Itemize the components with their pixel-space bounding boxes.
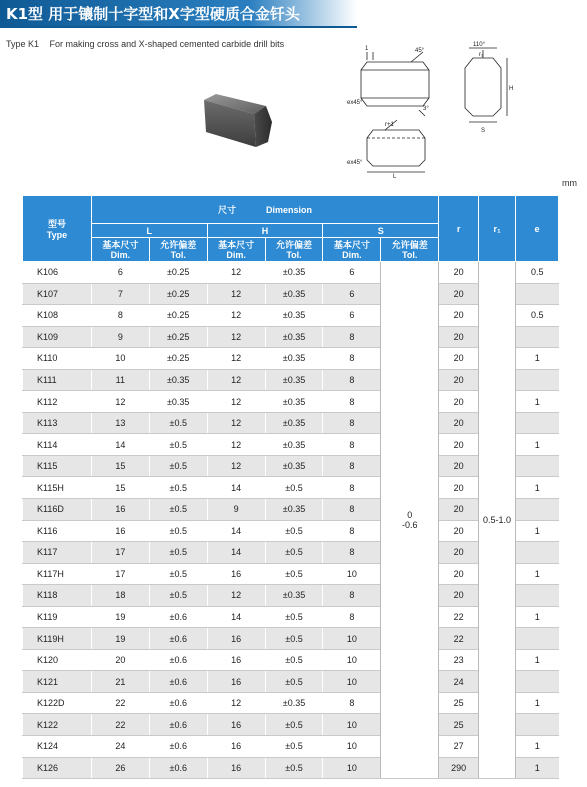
cell-H-dim: 14 [207, 606, 265, 628]
cell-H-tol: ±0.5 [265, 477, 323, 499]
cell-e [516, 585, 559, 607]
cell-H-dim: 12 [207, 262, 265, 284]
cell-e: 1 [516, 692, 559, 714]
table-row [23, 649, 559, 671]
cell-e: 0.5 [516, 305, 559, 327]
title-bar [0, 0, 357, 28]
cell-r: 23 [439, 649, 479, 671]
table-row [23, 412, 559, 434]
cell-L-dim: 21 [91, 671, 149, 693]
cell-type: K126 [23, 757, 92, 779]
cell-H-tol: ±0.5 [265, 563, 323, 585]
cell-S-dim: 8 [323, 369, 381, 391]
cell-type: K116 [23, 520, 92, 542]
cell-r: 20 [439, 348, 479, 370]
subtitle [6, 39, 284, 49]
sub-tol: 允许偏差 Tol. [381, 238, 439, 262]
cell-S-dim: 8 [323, 520, 381, 542]
cell-H-dim: 16 [207, 757, 265, 779]
cell-H-dim: 9 [207, 499, 265, 521]
cell-r: 20 [439, 542, 479, 564]
cell-L-tol: ±0.5 [149, 542, 207, 564]
cell-type: K107 [23, 283, 92, 305]
table-row [23, 262, 559, 284]
cell-S-dim: 8 [323, 455, 381, 477]
cell-L-tol: ±0.6 [149, 649, 207, 671]
cell-r: 22 [439, 628, 479, 650]
cell-S-dim: 10 [323, 736, 381, 758]
cell-type: K117 [23, 542, 92, 564]
drawing-label-1: 1 [365, 46, 369, 52]
cell-S-dim: 8 [323, 606, 381, 628]
cell-S-dim: 6 [323, 262, 381, 284]
page-title: K1型 用于镶制十字型和X字型硬质合金钎头 [6, 5, 300, 23]
cell-L-dim: 24 [91, 736, 149, 758]
spec-table [22, 195, 559, 779]
cell-L-dim: 17 [91, 542, 149, 564]
cell-L-dim: 16 [91, 499, 149, 521]
cell-r: 20 [439, 434, 479, 456]
cell-type: K114 [23, 434, 92, 456]
drawing-label-r1-sub: r₁ [479, 52, 484, 58]
cell-H-tol: ±0.35 [265, 391, 323, 413]
cell-L-tol: ±0.25 [149, 326, 207, 348]
table-row [23, 585, 559, 607]
cell-r: 27 [439, 736, 479, 758]
cell-H-dim: 16 [207, 671, 265, 693]
group-L: L [91, 224, 207, 238]
cell-H-tol: ±0.35 [265, 455, 323, 477]
cell-e: 0.5 [516, 262, 559, 284]
cell-type: K115H [23, 477, 92, 499]
table-row [23, 736, 559, 758]
cell-S-dim: 6 [323, 305, 381, 327]
cell-H-tol: ±0.35 [265, 283, 323, 305]
cell-e: 1 [516, 434, 559, 456]
sub-tol: 允许偏差 Tol. [149, 238, 207, 262]
cell-H-tol: ±0.5 [265, 520, 323, 542]
cell-L-dim: 22 [91, 692, 149, 714]
cell-H-dim: 12 [207, 434, 265, 456]
cell-L-dim: 16 [91, 520, 149, 542]
cell-r: 20 [439, 563, 479, 585]
cell-H-tol: ±0.5 [265, 736, 323, 758]
drawing-label-L: L [393, 174, 397, 180]
cell-S-dim: 6 [323, 283, 381, 305]
cell-type: K117H [23, 563, 92, 585]
cell-H-tol: ±0.35 [265, 369, 323, 391]
cell-e: 1 [516, 649, 559, 671]
table-row [23, 326, 559, 348]
cell-S-dim: 10 [323, 671, 381, 693]
cell-r: 290 [439, 757, 479, 779]
cell-r: 20 [439, 369, 479, 391]
cell-H-tol: ±0.35 [265, 692, 323, 714]
sub-dim: 基本尺寸 Dim. [207, 238, 265, 262]
cell-S-dim: 8 [323, 434, 381, 456]
cell-r: 25 [439, 692, 479, 714]
group-S: S [323, 224, 439, 238]
table-row [23, 563, 559, 585]
cell-r: 20 [439, 477, 479, 499]
sub-dim: 基本尺寸 Dim. [91, 238, 149, 262]
cell-S-dim: 8 [323, 692, 381, 714]
cell-S-tol: 0 -0.6 [381, 262, 439, 779]
description: For making cross and X-shaped cemented carbide drill bits [49, 39, 285, 49]
cell-L-tol: ±0.25 [149, 283, 207, 305]
cell-H-dim: 12 [207, 326, 265, 348]
cell-e: 1 [516, 606, 559, 628]
cell-L-tol: ±0.25 [149, 348, 207, 370]
cell-H-tol: ±0.5 [265, 628, 323, 650]
cell-type: K110 [23, 348, 92, 370]
cell-L-dim: 12 [91, 391, 149, 413]
cell-S-dim: 10 [323, 563, 381, 585]
cell-L-tol: ±0.35 [149, 391, 207, 413]
table-row [23, 348, 559, 370]
cell-H-dim: 12 [207, 391, 265, 413]
cell-r: 20 [439, 262, 479, 284]
cell-type: K124 [23, 736, 92, 758]
cell-type: K119H [23, 628, 92, 650]
cell-e: 1 [516, 736, 559, 758]
type-label: Type K1 [6, 39, 40, 49]
cell-r: 20 [439, 391, 479, 413]
cell-S-dim: 10 [323, 628, 381, 650]
cell-e [516, 499, 559, 521]
cell-S-dim: 8 [323, 585, 381, 607]
cell-type: K108 [23, 305, 92, 327]
cell-H-dim: 12 [207, 369, 265, 391]
table-row [23, 692, 559, 714]
cell-S-dim: 8 [323, 412, 381, 434]
cell-H-dim: 12 [207, 348, 265, 370]
cell-S-dim: 10 [323, 714, 381, 736]
cell-L-tol: ±0.5 [149, 563, 207, 585]
cell-H-dim: 12 [207, 283, 265, 305]
cell-L-tol: ±0.6 [149, 736, 207, 758]
cell-H-dim: 12 [207, 692, 265, 714]
cell-type: K111 [23, 369, 92, 391]
cell-type: K118 [23, 585, 92, 607]
r1-header: r₁ [479, 196, 516, 262]
cell-type: K121 [23, 671, 92, 693]
cell-L-tol: ±0.6 [149, 606, 207, 628]
cell-L-dim: 17 [91, 563, 149, 585]
drawing-label-S: S [481, 128, 486, 134]
r-header: r [439, 196, 479, 262]
cell-L-tol: ±0.6 [149, 671, 207, 693]
cell-H-dim: 14 [207, 477, 265, 499]
cell-type: K113 [23, 412, 92, 434]
drawing-label-3deg: 3° [423, 106, 429, 112]
table-row [23, 671, 559, 693]
cell-type: K112 [23, 391, 92, 413]
table-row [23, 499, 559, 521]
cell-H-tol: ±0.35 [265, 305, 323, 327]
cell-L-dim: 11 [91, 369, 149, 391]
cell-H-tol: ±0.35 [265, 412, 323, 434]
cell-e [516, 455, 559, 477]
table-row [23, 369, 559, 391]
cell-e [516, 671, 559, 693]
cell-L-dim: 9 [91, 326, 149, 348]
cell-H-dim: 16 [207, 628, 265, 650]
cell-L-dim: 20 [91, 649, 149, 671]
cell-H-dim: 16 [207, 563, 265, 585]
cell-H-dim: 16 [207, 714, 265, 736]
drawing-label-110: 110° [473, 42, 485, 48]
cell-r: 20 [439, 283, 479, 305]
cell-type: K122 [23, 714, 92, 736]
cell-H-dim: 12 [207, 585, 265, 607]
cell-L-dim: 7 [91, 283, 149, 305]
cell-S-dim: 10 [323, 757, 381, 779]
cell-L-dim: 8 [91, 305, 149, 327]
type-header: 型号 Type [23, 196, 92, 262]
cell-type: K116D [23, 499, 92, 521]
cell-e [516, 283, 559, 305]
cell-type: K106 [23, 262, 92, 284]
cell-e [516, 628, 559, 650]
cell-H-tol: ±0.35 [265, 262, 323, 284]
cell-L-dim: 18 [91, 585, 149, 607]
table-row [23, 606, 559, 628]
unit-label: mm [562, 178, 577, 188]
cell-S-dim: 8 [323, 499, 381, 521]
cell-L-dim: 19 [91, 606, 149, 628]
cell-L-dim: 15 [91, 455, 149, 477]
cell-r1: 0.5-1.0 [479, 262, 516, 779]
table-row [23, 477, 559, 499]
cell-L-tol: ±0.5 [149, 585, 207, 607]
cell-L-dim: 10 [91, 348, 149, 370]
drawing-label-H: H [509, 86, 514, 92]
cell-L-tol: ±0.6 [149, 714, 207, 736]
table-row [23, 714, 559, 736]
cell-S-dim: 8 [323, 326, 381, 348]
cell-e [516, 412, 559, 434]
cell-S-dim: 8 [323, 391, 381, 413]
table-row [23, 434, 559, 456]
cell-r: 20 [439, 585, 479, 607]
cell-L-dim: 22 [91, 714, 149, 736]
cell-H-tol: ±0.35 [265, 434, 323, 456]
cell-H-dim: 12 [207, 305, 265, 327]
cell-S-dim: 10 [323, 649, 381, 671]
cell-H-dim: 12 [207, 455, 265, 477]
cell-S-dim: 8 [323, 477, 381, 499]
cell-r: 22 [439, 606, 479, 628]
table-row [23, 283, 559, 305]
cell-H-tol: ±0.35 [265, 348, 323, 370]
cell-e: 1 [516, 348, 559, 370]
cell-H-tol: ±0.35 [265, 499, 323, 521]
cell-H-dim: 14 [207, 520, 265, 542]
table-row [23, 391, 559, 413]
drawing-label-ex45-bottom: ex45° [347, 160, 363, 166]
cell-L-tol: ±0.5 [149, 499, 207, 521]
product-photo [196, 92, 276, 162]
cell-H-tol: ±0.35 [265, 326, 323, 348]
table-row [23, 757, 559, 779]
cell-H-tol: ±0.5 [265, 671, 323, 693]
cell-L-tol: ±0.25 [149, 305, 207, 327]
cell-L-tol: ±0.35 [149, 369, 207, 391]
cell-r: 20 [439, 520, 479, 542]
cell-L-tol: ±0.5 [149, 455, 207, 477]
cell-L-dim: 19 [91, 628, 149, 650]
cell-L-tol: ±0.5 [149, 477, 207, 499]
cell-S-dim: 8 [323, 542, 381, 564]
cell-e: 1 [516, 520, 559, 542]
drawing-label-45: 45° [415, 48, 425, 54]
cell-r: 20 [439, 305, 479, 327]
cell-L-tol: ±0.6 [149, 757, 207, 779]
cell-L-tol: ±0.5 [149, 520, 207, 542]
cell-type: K120 [23, 649, 92, 671]
dimension-header: 尺寸 Dimension [91, 196, 438, 224]
cell-type: K122D [23, 692, 92, 714]
table-row [23, 455, 559, 477]
cell-e [516, 714, 559, 736]
cell-H-dim: 16 [207, 736, 265, 758]
cell-type: K115 [23, 455, 92, 477]
cell-L-dim: 6 [91, 262, 149, 284]
cell-e: 1 [516, 391, 559, 413]
cell-r: 20 [439, 499, 479, 521]
cell-H-dim: 16 [207, 649, 265, 671]
cell-e [516, 369, 559, 391]
cell-H-tol: ±0.5 [265, 606, 323, 628]
cell-e: 1 [516, 563, 559, 585]
cell-e: 1 [516, 757, 559, 779]
cell-e: 1 [516, 477, 559, 499]
cell-r: 24 [439, 671, 479, 693]
cell-H-tol: ±0.5 [265, 542, 323, 564]
cell-r: 25 [439, 714, 479, 736]
cell-L-dim: 13 [91, 412, 149, 434]
cell-L-dim: 14 [91, 434, 149, 456]
e-header: e [516, 196, 559, 262]
technical-drawing [345, 40, 585, 180]
cell-H-tol: ±0.5 [265, 757, 323, 779]
cell-H-tol: ±0.5 [265, 649, 323, 671]
cell-e [516, 326, 559, 348]
cell-e [516, 542, 559, 564]
cell-type: K119 [23, 606, 92, 628]
cell-H-tol: ±0.5 [265, 714, 323, 736]
cell-L-tol: ±0.6 [149, 692, 207, 714]
cell-r: 20 [439, 326, 479, 348]
table-row [23, 520, 559, 542]
drawing-label-r1: r+1 [385, 122, 394, 128]
cell-L-dim: 26 [91, 757, 149, 779]
cell-H-dim: 14 [207, 542, 265, 564]
cell-r: 20 [439, 455, 479, 477]
cell-L-dim: 15 [91, 477, 149, 499]
table-row [23, 305, 559, 327]
cell-H-dim: 12 [207, 412, 265, 434]
table-row [23, 628, 559, 650]
cell-H-tol: ±0.35 [265, 585, 323, 607]
sub-tol: 允许偏差 Tol. [265, 238, 323, 262]
cell-r: 20 [439, 412, 479, 434]
cell-S-dim: 8 [323, 348, 381, 370]
sub-dim: 基本尺寸 Dim. [323, 238, 381, 262]
table-row [23, 542, 559, 564]
cell-L-tol: ±0.5 [149, 412, 207, 434]
cell-L-tol: ±0.5 [149, 434, 207, 456]
group-H: H [207, 224, 323, 238]
cell-type: K109 [23, 326, 92, 348]
drawing-label-ex45: ex45° [347, 100, 363, 106]
cell-L-tol: ±0.6 [149, 628, 207, 650]
cell-L-tol: ±0.25 [149, 262, 207, 284]
